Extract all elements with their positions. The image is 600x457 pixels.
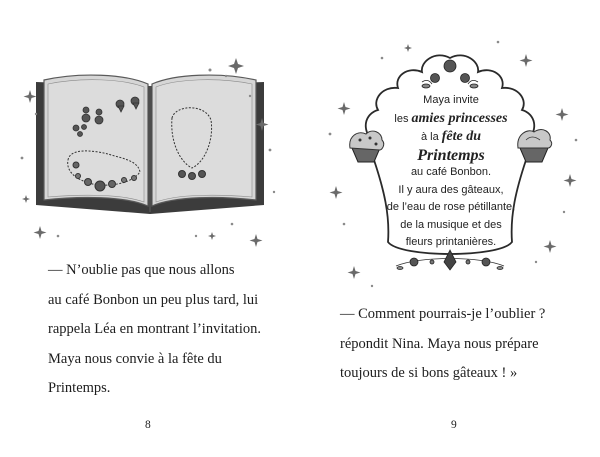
- paragraph-line: au café Bonbon un peu plus tard, lui: [48, 291, 259, 308]
- invite-fancy: amies princesses: [411, 110, 508, 126]
- right-paragraph: [340, 300, 545, 389]
- page-number: 8: [145, 419, 151, 431]
- open-book-illustration: [0, 0, 300, 250]
- paragraph-line: — N’oublie pas que nous allons: [48, 262, 235, 278]
- invite-line: de l’eau de rose pétillante,: [386, 201, 516, 213]
- paragraph-line: répondit Nina. Maya nous prépare: [340, 335, 539, 352]
- invite-line: fleurs printanières.: [405, 236, 497, 248]
- left-paragraph: [48, 256, 261, 404]
- page-number: 9: [451, 419, 457, 431]
- paragraph-line: rappela Léa en montrant l’invitation.: [48, 321, 261, 337]
- rose-icon: [396, 250, 504, 270]
- right-page: [300, 0, 600, 457]
- invite-line: de la musique et des: [400, 218, 502, 231]
- paragraph-line: toujours de si bons gâteaux ! »: [340, 365, 518, 381]
- invite-line: Printemps: [417, 146, 485, 164]
- paragraph-line: Maya nous convie à la fête du: [48, 350, 222, 367]
- invite-plain: les: [394, 112, 412, 125]
- invite-plain: à la: [420, 131, 442, 143]
- invite-line: [366, 110, 536, 129]
- paragraph-line: Printemps.: [48, 380, 111, 396]
- invite-line: [366, 128, 536, 147]
- invitation-text: [366, 92, 536, 252]
- invite-line: Il y aura des gâteaux,: [398, 183, 504, 196]
- invite-line: au café Bonbon.: [410, 166, 492, 178]
- invite-fancy: fête du: [441, 129, 482, 144]
- paragraph-line: — Comment pourrais-je l’oublier ?: [340, 306, 546, 322]
- invite-line: Maya invite: [423, 94, 479, 106]
